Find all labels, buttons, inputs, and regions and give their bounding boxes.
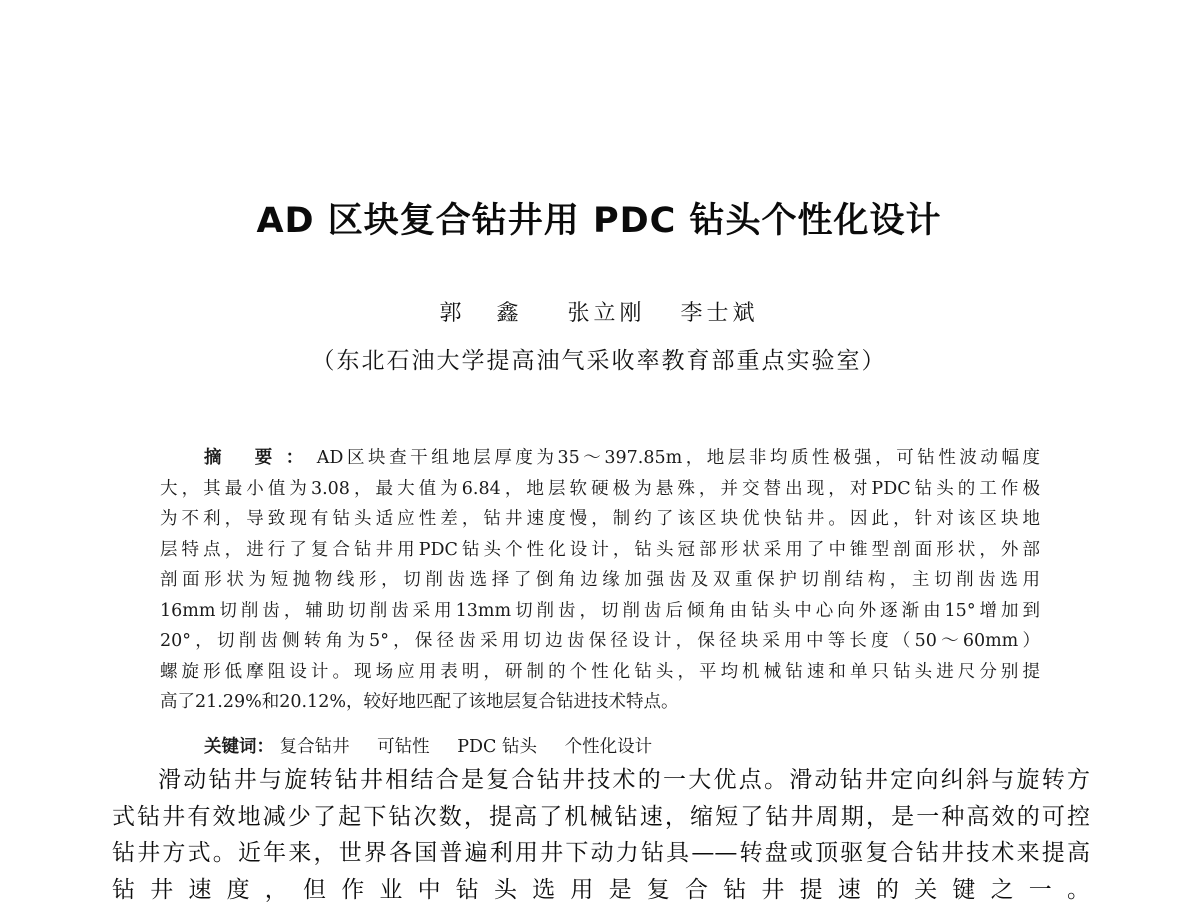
author-name: 郭 鑫 <box>439 301 533 326</box>
abstract-line: 大，其最小值为3.08，最大值为6.84，地层软硬极为悬殊，并交替出现，对PDC钻头的工作极 <box>160 478 1040 499</box>
abstract-line: 螺旋形低摩阻设计。现场应用表明，研制的个性化钻头，平均机械钻速和单只钻头进尺分别提 <box>160 661 1040 682</box>
keyword: 个性化设计 <box>564 737 653 757</box>
keywords-label: 关键词： <box>204 737 274 757</box>
keyword: PDC 钻头 <box>457 737 537 757</box>
abstract-label: 摘 要： <box>204 448 317 468</box>
abstract-line: 20°，切削齿侧转角为5°，保径齿采用切边齿保径设计，保径块采用中等长度（50～60mm） <box>160 631 1040 651</box>
abstract-line: 高了21.29%和20.12%，较好地匹配了该地层复合钻进技术特点。 <box>160 692 679 712</box>
body-line: 滑动钻井与旋转钻井相结合是复合钻井技术的一大优点。滑动钻井定向纠斜与旋转方 <box>158 767 1090 793</box>
body-line: 钻井速度，但作业中钻头选用是复合钻井提速的关键之一。 <box>112 876 1090 903</box>
author-name: 李士斌 <box>680 301 759 326</box>
paper-title: AD 区块复合钻井用 PDC 钻头个性化设计 <box>256 201 942 241</box>
body-line: 式钻井有效地减少了起下钻次数，提高了机械钻速，缩短了钻井周期，是一种高效的可控 <box>112 803 1090 830</box>
keywords <box>204 734 674 760</box>
abstract <box>160 443 1040 718</box>
abstract-line <box>160 443 1040 474</box>
author-affiliation: （东北石油大学提高油气采收率教育部重点实验室） <box>311 348 887 374</box>
keyword: 复合钻井 <box>279 737 350 757</box>
abstract-line-text: AD区块查干组地层厚度为35～397.85m，地层非均质性极强，可钻性波动幅度 <box>316 448 1041 468</box>
body-paragraph <box>112 762 1090 903</box>
abstract-line: 为不利，导致现有钻头适应性差，钻井速度慢，制约了该区块优快钻井。因此，针对该区块地 <box>160 509 1040 529</box>
abstract-line: 层特点，进行了复合钻井用PDC钻头个性化设计，钻头冠部形状采用了中锥型剖面形状，外部 <box>160 539 1040 560</box>
abstract-line: 16mm切削齿，辅助切削齿采用13mm切削齿，切削齿后倾角由钻头中心向外逐渐由15°增加到 <box>160 600 1040 621</box>
abstract-line: 剖面形状为短抛物线形，切削齿选择了倒角边缘加强齿及双重保护切削结构，主切削齿选用 <box>160 570 1040 590</box>
author-list <box>0 296 1198 327</box>
author-name: 张立刚 <box>567 301 646 326</box>
body-line: 钻井方式。近年来，世界各国普遍利用井下动力钻具——转盘或顶驱复合钻井技术来提高 <box>112 840 1090 866</box>
keyword: 可钻性 <box>377 737 430 757</box>
